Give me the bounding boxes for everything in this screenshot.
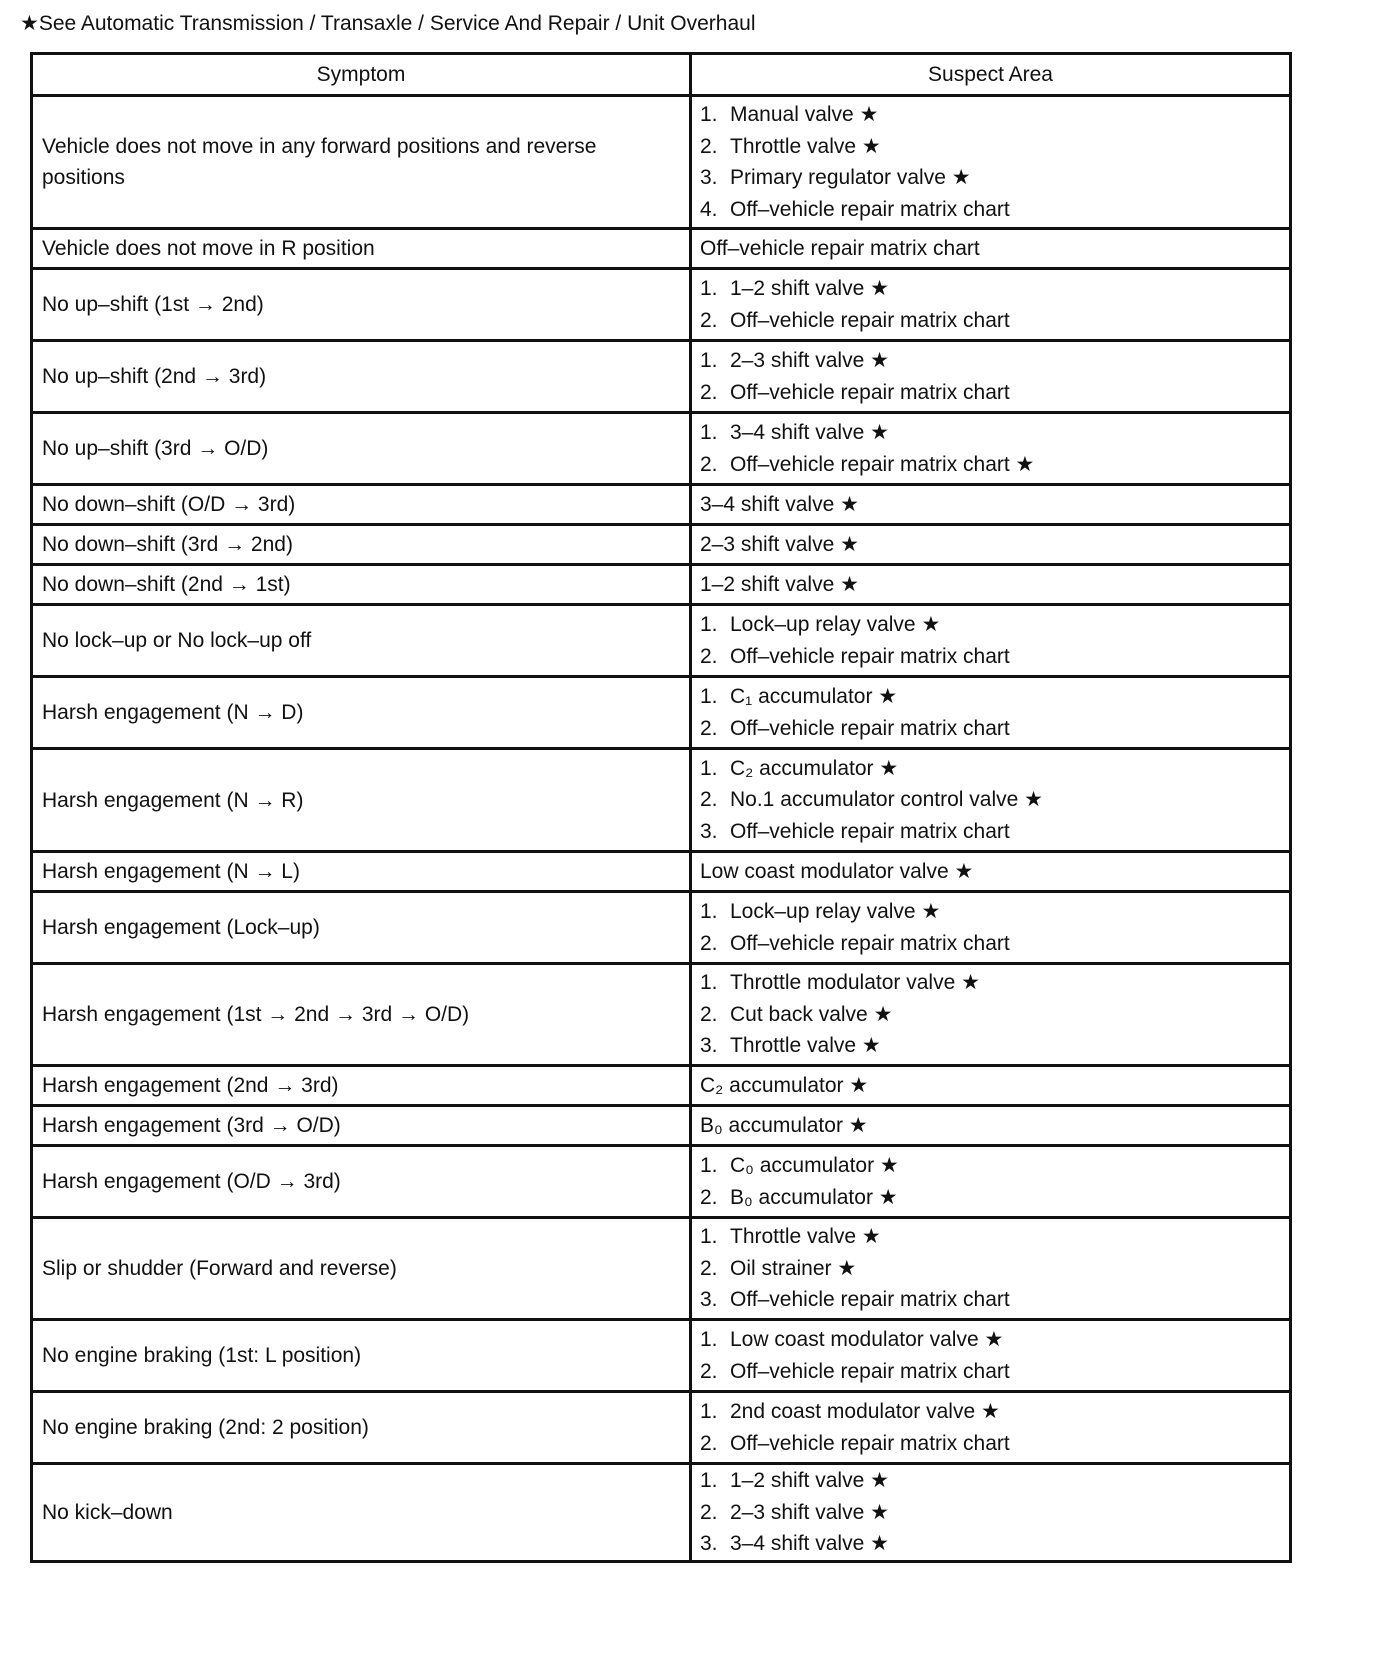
symptom-cell: No engine braking (1st: L position)	[32, 1320, 691, 1392]
item-number: 2.	[700, 644, 718, 668]
suspect-area-cell	[691, 1146, 1291, 1218]
suspect-list-item	[700, 345, 1281, 377]
table-row	[32, 892, 1291, 964]
suspect-list-item	[700, 1497, 1281, 1529]
suspect-list-item	[700, 609, 1281, 641]
suspect-list-item	[700, 417, 1281, 449]
suspect-list-item	[700, 1182, 1281, 1214]
suspect-list-item	[700, 713, 1281, 745]
symptom-cell: No engine braking (2nd: 2 position)	[32, 1392, 691, 1464]
suspect-list-item	[700, 99, 1281, 131]
item-number: 3.	[700, 1532, 718, 1556]
symptom-cell: No kick–down	[32, 1464, 691, 1562]
symptom-cell: No up–shift (2nd → 3rd)	[32, 341, 691, 413]
item-number: 2.	[700, 788, 718, 812]
item-number: 1.	[700, 971, 718, 995]
table-row	[32, 341, 1291, 413]
symptom-cell: No down–shift (3rd → 2nd)	[32, 525, 691, 565]
item-number: 2.	[700, 1431, 718, 1455]
suspect-list-item	[700, 641, 1281, 673]
symptom-cell: No up–shift (1st → 2nd)	[32, 269, 691, 341]
suspect-list-item	[700, 1356, 1281, 1388]
table-row	[32, 1218, 1291, 1320]
suspect-item: Off–vehicle repair matrix chart	[700, 237, 980, 260]
symptom-cell: Harsh engagement (N → R)	[32, 749, 691, 852]
item-number: 1.	[700, 349, 718, 372]
item-number: 3.	[700, 166, 718, 189]
suspect-item: Off–vehicle repair matrix chart ★	[730, 452, 1035, 476]
suspect-list-item	[700, 1428, 1281, 1460]
suspect-item: 3–4 shift valve ★	[730, 1532, 889, 1556]
suspect-item: Throttle valve ★	[730, 1225, 881, 1249]
suspect-list	[700, 967, 1281, 1062]
suspect-list-item	[700, 816, 1281, 848]
table-row	[32, 485, 1291, 525]
suspect-item: Off–vehicle repair matrix chart	[730, 1431, 1010, 1455]
symptom-cell: Slip or shudder (Forward and reverse)	[32, 1218, 691, 1320]
symptom-cell: Harsh engagement (Lock–up)	[32, 892, 691, 964]
suspect-item: C₀ accumulator ★	[730, 1154, 899, 1177]
suspect-area-cell	[691, 749, 1291, 852]
table-row	[32, 96, 1291, 229]
suspect-list	[700, 417, 1281, 480]
suspect-list-item	[700, 967, 1281, 999]
suspect-list	[700, 1465, 1281, 1560]
suspect-item: C₂ accumulator ★	[700, 1074, 869, 1097]
suspect-item: Oil strainer ★	[730, 1256, 857, 1280]
symptom-cell: No up–shift (3rd → O/D)	[32, 413, 691, 485]
suspect-item: Off–vehicle repair matrix chart	[730, 716, 1010, 740]
suspect-list-item	[700, 753, 1281, 785]
item-number: 2.	[700, 380, 718, 404]
suspect-item: 1–2 shift valve ★	[700, 573, 859, 596]
suspect-item: Throttle modulator valve ★	[730, 971, 980, 995]
item-number: 2.	[700, 452, 718, 476]
table-row	[32, 1464, 1291, 1562]
suspect-list	[700, 681, 1281, 744]
suspect-list-item	[700, 1465, 1281, 1497]
suspect-list-item	[700, 1396, 1281, 1428]
suspect-list	[700, 273, 1281, 336]
suspect-list	[700, 896, 1281, 959]
table-row	[32, 605, 1291, 677]
item-number: 4.	[700, 197, 718, 221]
suspect-area-cell	[691, 1218, 1291, 1320]
item-number: 2.	[700, 1500, 718, 1524]
header-symptom: Symptom	[32, 54, 691, 96]
item-number: 1.	[700, 277, 718, 300]
suspect-item: Off–vehicle repair matrix chart	[730, 308, 1010, 332]
symptom-cell: No down–shift (2nd → 1st)	[32, 565, 691, 605]
table-row	[32, 1320, 1291, 1392]
item-number: 1.	[700, 1469, 718, 1493]
suspect-list-item	[700, 784, 1281, 816]
suspect-item: Low coast modulator valve ★	[700, 860, 974, 883]
suspect-list-item	[700, 305, 1281, 337]
suspect-area-cell	[691, 229, 1291, 269]
suspect-area-cell	[691, 1106, 1291, 1146]
table-row	[32, 1106, 1291, 1146]
symptom-cell: Vehicle does not move in R position	[32, 229, 691, 269]
item-number: 2.	[700, 931, 718, 955]
suspect-item: B₀ accumulator ★	[730, 1185, 898, 1209]
symptom-cell: Vehicle does not move in any forward positions and reverse positions	[32, 96, 691, 229]
symptom-cell: Harsh engagement (N → L)	[32, 852, 691, 892]
reference-note: ★See Automatic Transmission / Transaxle / Service And Repair / Unit Overhaul	[20, 12, 756, 35]
suspect-list	[700, 609, 1281, 672]
suspect-list-item	[700, 1324, 1281, 1356]
item-number: 1.	[700, 1328, 718, 1351]
item-number: 1.	[700, 1154, 718, 1177]
table-row	[32, 413, 1291, 485]
suspect-item: Off–vehicle repair matrix chart	[730, 644, 1010, 668]
symptom-cell: Harsh engagement (3rd → O/D)	[32, 1106, 691, 1146]
suspect-list-item	[700, 449, 1281, 481]
suspect-area-cell	[691, 485, 1291, 525]
item-number: 3.	[700, 819, 718, 843]
table-row	[32, 229, 1291, 269]
symptom-cell: Harsh engagement (O/D → 3rd)	[32, 1146, 691, 1218]
suspect-area-cell	[691, 677, 1291, 749]
suspect-item: Off–vehicle repair matrix chart	[730, 380, 1010, 404]
suspect-list-item	[700, 928, 1281, 960]
suspect-item: 3–4 shift valve ★	[730, 421, 889, 444]
header-suspect-area: Suspect Area	[691, 54, 1291, 96]
suspect-item: Low coast modulator valve ★	[730, 1328, 1004, 1351]
suspect-area-cell	[691, 1392, 1291, 1464]
suspect-area-cell	[691, 1464, 1291, 1562]
symptom-cell: Harsh engagement (N → D)	[32, 677, 691, 749]
suspect-item: 2–3 shift valve ★	[700, 533, 859, 556]
table-row	[32, 1066, 1291, 1106]
suspect-list-item	[700, 194, 1281, 226]
suspect-list-item	[700, 1253, 1281, 1285]
suspect-item: 1–2 shift valve ★	[730, 1469, 889, 1493]
suspect-item: C₂ accumulator ★	[730, 756, 899, 780]
item-number: 1.	[700, 685, 718, 708]
symptom-cell: Harsh engagement (1st → 2nd → 3rd → O/D)	[32, 964, 691, 1066]
item-number: 1.	[700, 103, 718, 126]
suspect-area-cell	[691, 1320, 1291, 1392]
table-row	[32, 565, 1291, 605]
suspect-list	[700, 1324, 1281, 1387]
suspect-list	[700, 345, 1281, 408]
item-number: 1.	[700, 900, 718, 923]
suspect-list	[700, 753, 1281, 848]
table-row	[32, 1146, 1291, 1218]
table-row	[32, 525, 1291, 565]
suspect-list-item	[700, 377, 1281, 409]
suspect-item: Off–vehicle repair matrix chart	[730, 931, 1010, 955]
item-number: 1.	[700, 421, 718, 444]
suspect-list	[700, 1221, 1281, 1316]
item-number: 2.	[700, 1002, 718, 1026]
suspect-list	[700, 1150, 1281, 1213]
suspect-item: 2–3 shift valve ★	[730, 349, 889, 372]
table-row	[32, 964, 1291, 1066]
table-header-row	[32, 54, 1291, 96]
suspect-item: 2nd coast modulator valve ★	[730, 1400, 1000, 1423]
suspect-item: Lock–up relay valve ★	[730, 900, 941, 923]
suspect-list	[700, 99, 1281, 225]
suspect-list-item	[700, 162, 1281, 194]
suspect-list-item	[700, 273, 1281, 305]
symptom-cell: No down–shift (O/D → 3rd)	[32, 485, 691, 525]
suspect-item: Off–vehicle repair matrix chart	[730, 1288, 1010, 1312]
symptom-table	[30, 52, 1292, 1563]
suspect-item: Manual valve ★	[730, 103, 879, 126]
suspect-item: 2–3 shift valve ★	[730, 1500, 889, 1524]
suspect-item: Lock–up relay valve ★	[730, 613, 941, 636]
suspect-list-item	[700, 1221, 1281, 1253]
suspect-area-cell	[691, 1066, 1291, 1106]
suspect-area-cell	[691, 852, 1291, 892]
item-number: 1.	[700, 756, 718, 780]
suspect-item: Off–vehicle repair matrix chart	[730, 1359, 1010, 1383]
symptom-cell: No lock–up or No lock–up off	[32, 605, 691, 677]
suspect-item: B₀ accumulator ★	[700, 1114, 868, 1137]
suspect-item: Throttle valve ★	[730, 134, 881, 158]
suspect-list	[700, 1396, 1281, 1459]
suspect-list-item	[700, 1150, 1281, 1182]
item-number: 2.	[700, 1256, 718, 1280]
suspect-item: C₁ accumulator ★	[730, 685, 898, 708]
suspect-item: 3–4 shift valve ★	[700, 493, 859, 516]
suspect-area-cell	[691, 525, 1291, 565]
item-number: 1.	[700, 1400, 718, 1423]
suspect-area-cell	[691, 565, 1291, 605]
suspect-item: Throttle valve ★	[730, 1034, 881, 1058]
suspect-list-item	[700, 131, 1281, 163]
suspect-area-cell	[691, 892, 1291, 964]
table-row	[32, 749, 1291, 852]
item-number: 2.	[700, 1359, 718, 1383]
table-row	[32, 1392, 1291, 1464]
item-number: 2.	[700, 716, 718, 740]
suspect-area-cell	[691, 605, 1291, 677]
suspect-area-cell	[691, 341, 1291, 413]
suspect-area-cell	[691, 964, 1291, 1066]
item-number: 1.	[700, 613, 718, 636]
suspect-item: Off–vehicle repair matrix chart	[730, 197, 1010, 221]
suspect-item: Cut back valve ★	[730, 1002, 893, 1026]
suspect-list-item	[700, 681, 1281, 713]
suspect-item: Primary regulator valve ★	[730, 166, 971, 189]
table-row	[32, 269, 1291, 341]
suspect-list-item	[700, 999, 1281, 1031]
item-number: 2.	[700, 134, 718, 158]
item-number: 3.	[700, 1288, 718, 1312]
item-number: 2.	[700, 1185, 718, 1209]
suspect-list-item	[700, 1030, 1281, 1062]
item-number: 1.	[700, 1225, 718, 1249]
suspect-item: No.1 accumulator control valve ★	[730, 788, 1043, 812]
suspect-list-item	[700, 1284, 1281, 1316]
suspect-item: 1–2 shift valve ★	[730, 277, 889, 300]
suspect-list-item	[700, 1528, 1281, 1560]
table-row	[32, 677, 1291, 749]
table-row	[32, 852, 1291, 892]
suspect-area-cell	[691, 413, 1291, 485]
suspect-item: Off–vehicle repair matrix chart	[730, 819, 1010, 843]
item-number: 3.	[700, 1034, 718, 1058]
item-number: 2.	[700, 308, 718, 332]
suspect-area-cell	[691, 269, 1291, 341]
symptom-cell: Harsh engagement (2nd → 3rd)	[32, 1066, 691, 1106]
suspect-area-cell	[691, 96, 1291, 229]
suspect-list-item	[700, 896, 1281, 928]
